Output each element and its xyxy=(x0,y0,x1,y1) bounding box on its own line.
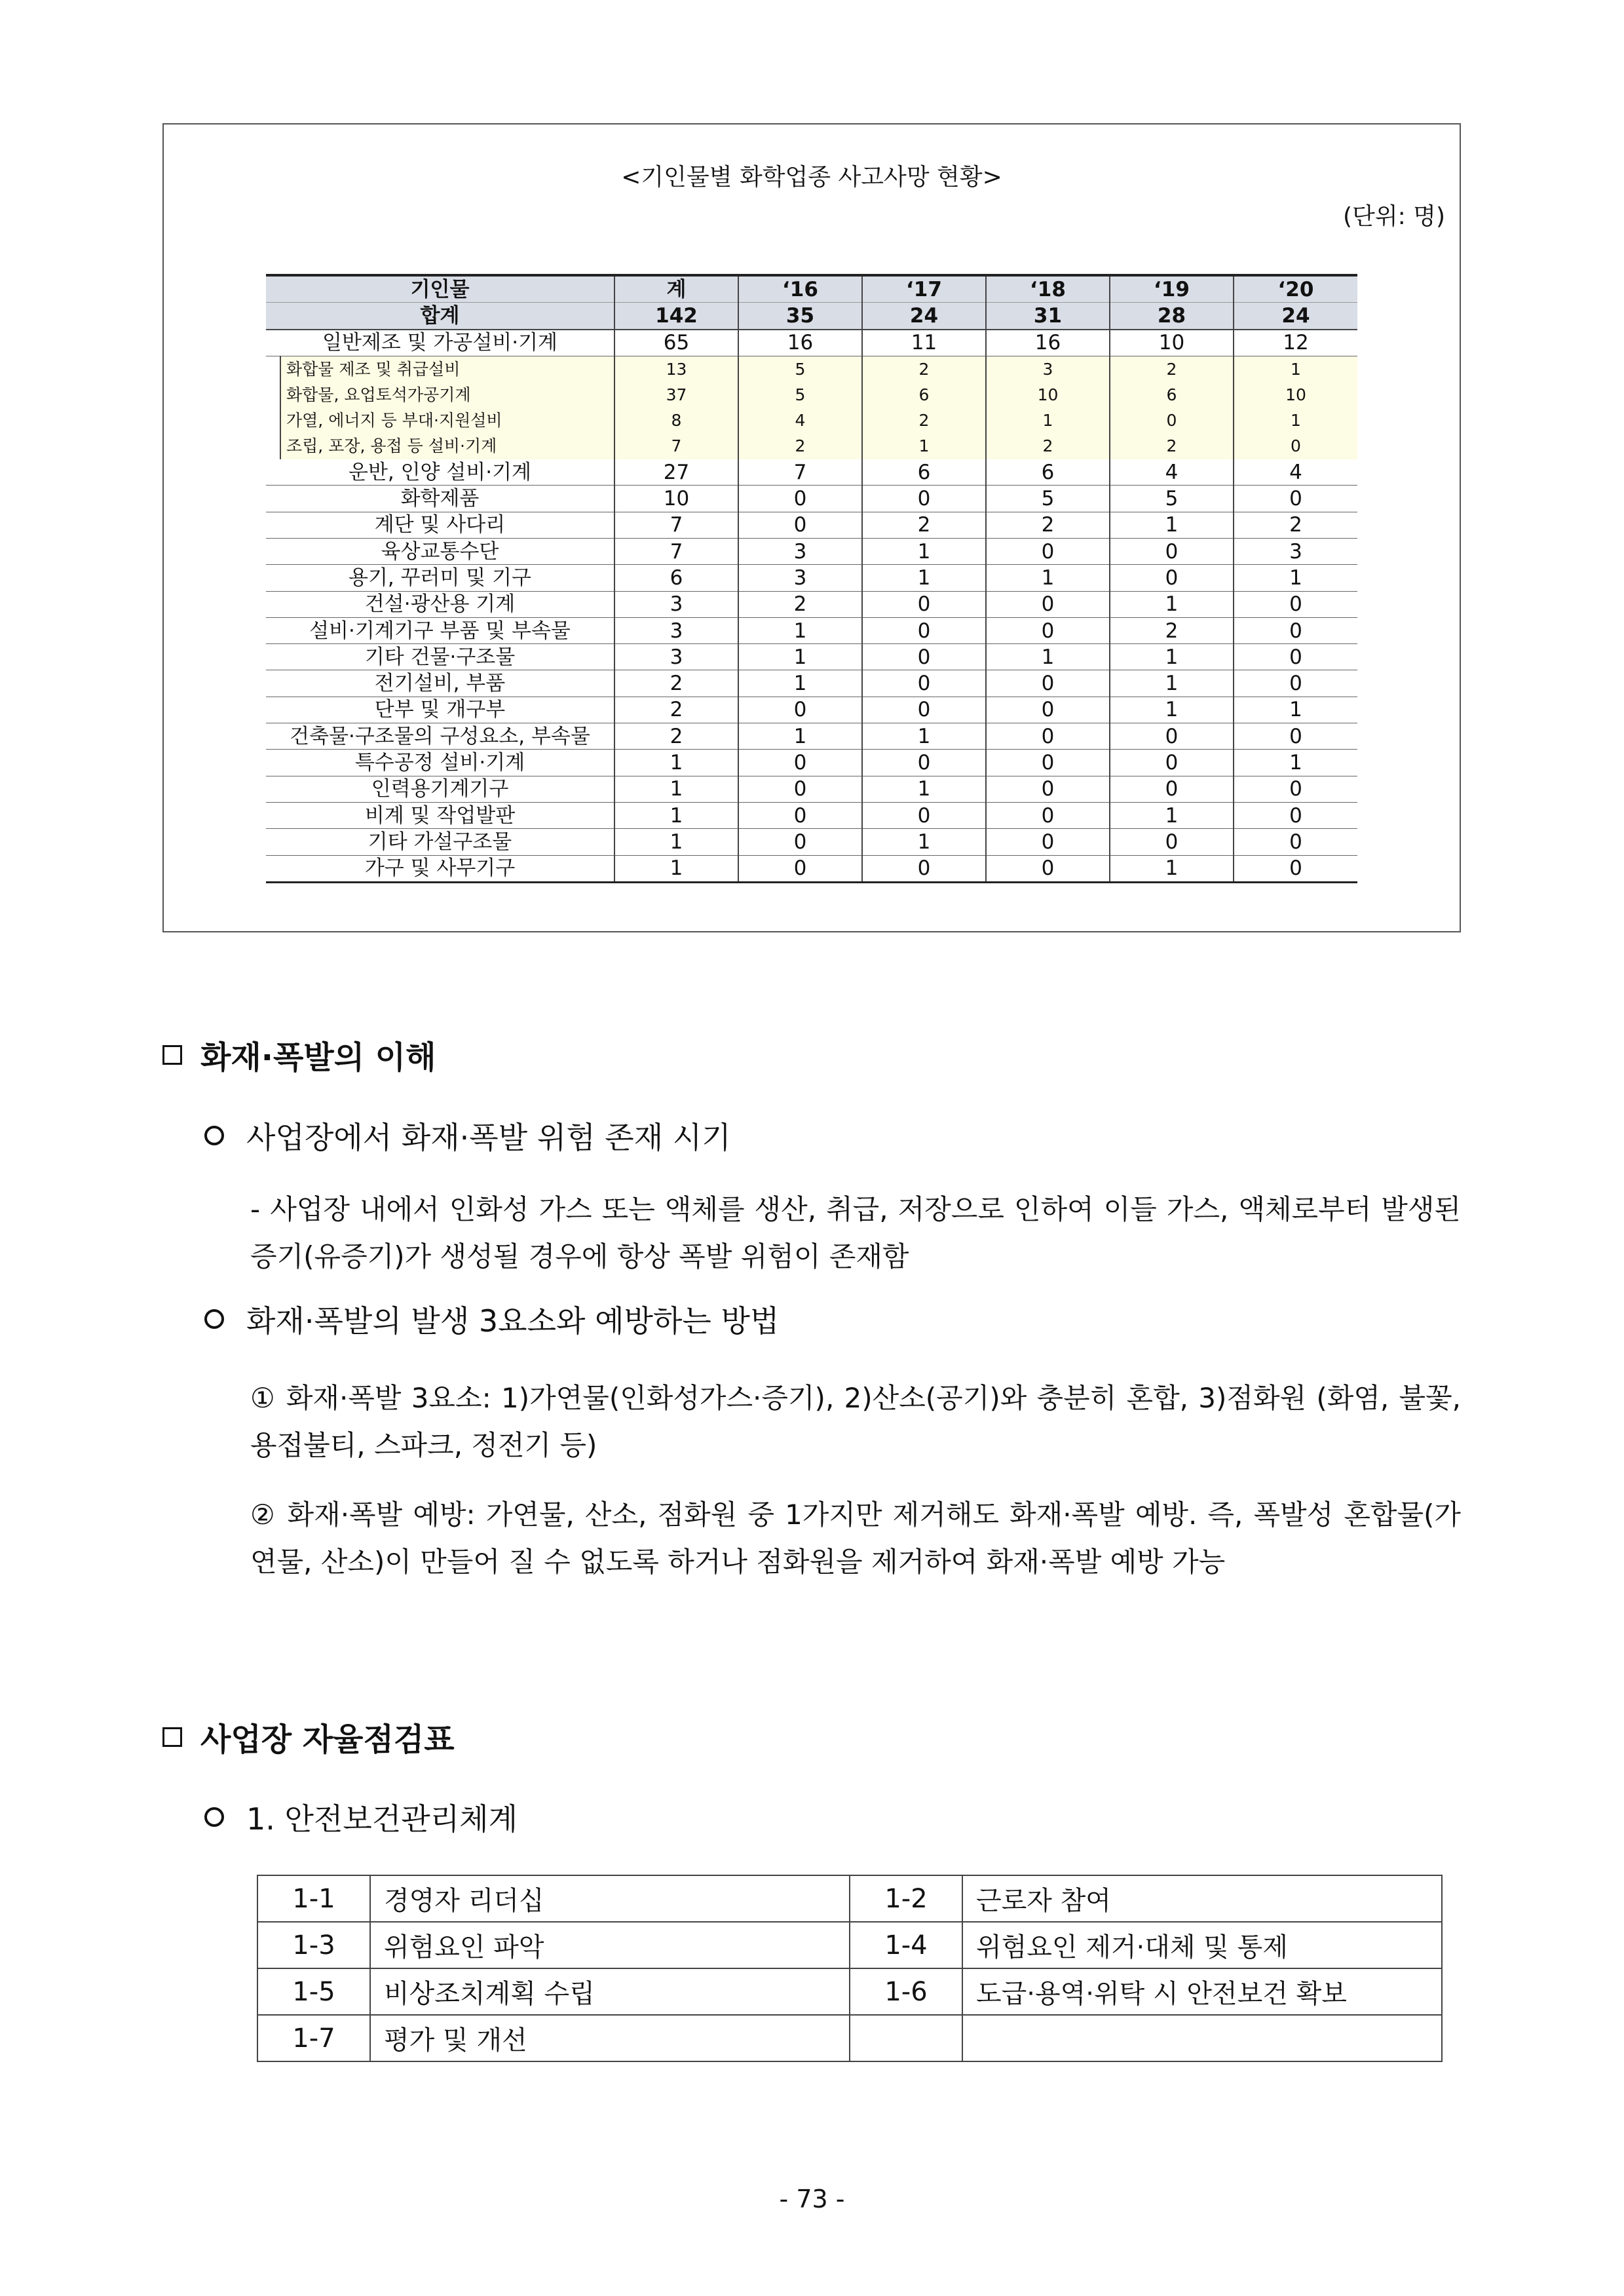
table-cell: 6 xyxy=(986,459,1110,486)
checklist-code: 1-2 xyxy=(850,1875,962,1922)
table-cell: 1 xyxy=(986,408,1110,433)
table-cell: 3 xyxy=(738,538,862,564)
table-cell: 5 xyxy=(738,356,862,382)
table-cell: 35 xyxy=(738,303,862,330)
table-cell: 2 xyxy=(614,697,738,723)
table-row xyxy=(266,802,1357,828)
checklist-item: 평가 및 개선 xyxy=(370,2015,850,2061)
table-cell: 0 xyxy=(862,644,986,670)
table-cell: 1 xyxy=(1234,750,1357,776)
table-cell: 1 xyxy=(614,829,738,855)
table-cell: 6 xyxy=(862,382,986,408)
checklist-row xyxy=(257,1922,1442,1968)
header-cell: ‘17 xyxy=(862,275,986,303)
table-row xyxy=(266,670,1357,697)
checklist-code: 1-4 xyxy=(850,1922,962,1968)
table-cell: 7 xyxy=(614,434,738,459)
risk-period-text: - 사업장 내에서 인화성 가스 또는 액체를 생산, 취급, 저장으로 인하여 이들 가스, 액체로부터 발생된 증기(유증기)가 생성될 경우에 항상 폭발 위험이 존재함 xyxy=(250,1193,1461,1272)
table-cell: 10 xyxy=(1110,330,1234,356)
table-cell: 0 xyxy=(738,802,862,828)
table-cell: 0 xyxy=(1110,565,1234,591)
table-row xyxy=(266,776,1357,802)
table-row xyxy=(266,330,1357,356)
table-cell: 2 xyxy=(862,408,986,433)
table-cell: 10 xyxy=(614,486,738,512)
table-cell: 1 xyxy=(862,829,986,855)
table-cell: 31 xyxy=(986,303,1110,330)
table-cell: 0 xyxy=(1234,644,1357,670)
table-cell: 0 xyxy=(862,486,986,512)
table-cell: 1 xyxy=(738,723,862,750)
table-cell: 0 xyxy=(862,802,986,828)
checklist-code: 1-1 xyxy=(257,1875,370,1922)
circle-bullet-icon xyxy=(204,1309,224,1329)
section-title: 사업장 자율점검표 xyxy=(200,1721,455,1758)
table-cell: 10 xyxy=(986,382,1110,408)
table-cell: 0 xyxy=(862,697,986,723)
checklist-item: 도급·용역·위탁 시 안전보건 확보 xyxy=(962,1968,1442,2015)
header-cell: ‘18 xyxy=(986,275,1110,303)
subheading-title: 1. 안전보건관리체계 xyxy=(246,1801,518,1837)
sub-category-row xyxy=(266,408,1357,433)
table-cell: 설비·기계기구 부품 및 부속물 xyxy=(266,617,614,643)
table-cell: 육상교통수단 xyxy=(266,538,614,564)
table-cell: 1 xyxy=(614,750,738,776)
table-cell: 4 xyxy=(1234,459,1357,486)
table-cell: 1 xyxy=(1110,697,1234,723)
table-cell: 6 xyxy=(1110,382,1234,408)
table-cell: 5 xyxy=(1110,486,1234,512)
header-cell: 기인물 xyxy=(266,275,614,303)
table-row xyxy=(266,723,1357,750)
section-heading-fire xyxy=(162,1032,436,1077)
table-cell: 1 xyxy=(862,723,986,750)
table-cell: 2 xyxy=(614,670,738,697)
table-cell: 0 xyxy=(986,538,1110,564)
indent-cell xyxy=(266,408,280,433)
table-cell: 27 xyxy=(614,459,738,486)
table-cell: 1 xyxy=(1234,697,1357,723)
prevention-text: ② 화재·폭발 예방: 가연물, 산소, 점화원 중 1가지만 제거해도 화재·폭발 예방. 즉, 폭발성 혼합물(가연물, 산소)이 만들어 질 수 없도록 하거나 점화원을 제거하여 화재·폭발 예방 가능 xyxy=(250,1499,1461,1578)
section-title: 화재·폭발의 이해 xyxy=(200,1039,436,1076)
table-cell: 0 xyxy=(1110,723,1234,750)
checklist-item: 경영자 리더십 xyxy=(370,1875,850,1922)
table-cell: 0 xyxy=(1234,723,1357,750)
checklist-item xyxy=(962,2015,1442,2061)
table-header-row xyxy=(266,275,1357,303)
table-cell: 1 xyxy=(614,802,738,828)
table-cell: 1 xyxy=(1234,408,1357,433)
table-cell: 5 xyxy=(986,486,1110,512)
sub-category-row xyxy=(266,434,1357,459)
table-row xyxy=(266,486,1357,512)
fatality-stats-table xyxy=(266,274,1357,883)
table-cell: 화합물 제조 및 취급설비 xyxy=(280,356,614,382)
table-cell: 0 xyxy=(986,670,1110,697)
table-cell: 0 xyxy=(986,617,1110,643)
table-cell: 24 xyxy=(1234,303,1357,330)
table-cell: 1 xyxy=(1234,356,1357,382)
table-cell: 0 xyxy=(1234,670,1357,697)
table-row xyxy=(266,538,1357,564)
table-cell: 1 xyxy=(986,565,1110,591)
table-cell: 1 xyxy=(862,434,986,459)
table-cell: 1 xyxy=(614,776,738,802)
table-cell: 0 xyxy=(1110,538,1234,564)
table-cell: 2 xyxy=(1234,512,1357,538)
table-cell: 11 xyxy=(862,330,986,356)
table-cell: 2 xyxy=(614,723,738,750)
table-cell: 28 xyxy=(1110,303,1234,330)
table-cell: 0 xyxy=(1234,617,1357,643)
table-row xyxy=(266,750,1357,776)
table-cell: 0 xyxy=(1234,776,1357,802)
table-cell: 0 xyxy=(1234,486,1357,512)
table-cell: 5 xyxy=(738,382,862,408)
table-cell: 1 xyxy=(986,644,1110,670)
subheading-title: 화재·폭발의 발생 3요소와 예방하는 방법 xyxy=(246,1303,780,1339)
table-row xyxy=(266,855,1357,882)
table-cell: 0 xyxy=(1234,591,1357,617)
table-cell: 0 xyxy=(986,802,1110,828)
table-cell: 0 xyxy=(1110,408,1234,433)
figure-box xyxy=(162,123,1461,932)
table-cell: 가구 및 사무기구 xyxy=(266,855,614,882)
circle-bullet-icon xyxy=(204,1807,224,1827)
table-cell: 16 xyxy=(738,330,862,356)
table-row xyxy=(266,459,1357,486)
table-cell: 비계 및 작업발판 xyxy=(266,802,614,828)
table-cell: 37 xyxy=(614,382,738,408)
checklist-row xyxy=(257,1968,1442,2015)
table-cell: 0 xyxy=(986,723,1110,750)
table-cell: 24 xyxy=(862,303,986,330)
table-cell: 2 xyxy=(986,434,1110,459)
table-cell: 2 xyxy=(1110,356,1234,382)
header-cell: 계 xyxy=(614,275,738,303)
table-cell: 용기, 꾸러미 및 기구 xyxy=(266,565,614,591)
table-cell: 0 xyxy=(1234,434,1357,459)
table-cell: 기타 가설구조물 xyxy=(266,829,614,855)
table-row xyxy=(266,565,1357,591)
table-cell: 16 xyxy=(986,330,1110,356)
section-heading-checklist xyxy=(162,1714,455,1759)
figure-title: <기인물별 화학업종 사고사망 현황> xyxy=(621,164,1002,191)
table-cell: 3 xyxy=(614,644,738,670)
table-cell: 142 xyxy=(614,303,738,330)
sub-category-row xyxy=(266,356,1357,382)
table-cell: 2 xyxy=(1110,434,1234,459)
checklist-code: 1-6 xyxy=(850,1968,962,2015)
table-cell: 0 xyxy=(1234,855,1357,882)
table-cell: 2 xyxy=(738,591,862,617)
table-cell: 8 xyxy=(614,408,738,433)
table-row xyxy=(266,617,1357,643)
table-cell: 1 xyxy=(738,670,862,697)
table-cell: 0 xyxy=(862,855,986,882)
table-cell: 0 xyxy=(986,829,1110,855)
checklist-code: 1-5 xyxy=(257,1968,370,2015)
table-cell: 화합물, 요업토석가공기계 xyxy=(280,382,614,408)
checklist-table xyxy=(257,1875,1443,2062)
table-cell: 0 xyxy=(738,697,862,723)
table-cell: 0 xyxy=(986,697,1110,723)
indent-cell xyxy=(266,356,280,382)
table-cell: 0 xyxy=(1110,776,1234,802)
table-cell: 계단 및 사다리 xyxy=(266,512,614,538)
table-cell: 12 xyxy=(1234,330,1357,356)
subheading-risk-period xyxy=(204,1114,731,1157)
table-row xyxy=(266,644,1357,670)
table-cell: 1 xyxy=(862,776,986,802)
sub-category-row xyxy=(266,382,1357,408)
table-row xyxy=(266,829,1357,855)
table-cell: 합계 xyxy=(266,303,614,330)
checklist-item: 비상조치계획 수립 xyxy=(370,1968,850,2015)
table-cell: 1 xyxy=(738,617,862,643)
table-cell: 10 xyxy=(1234,382,1357,408)
table-cell: 1 xyxy=(1110,855,1234,882)
table-row xyxy=(266,697,1357,723)
table-cell: 0 xyxy=(738,486,862,512)
table-cell: 1 xyxy=(1110,512,1234,538)
table-cell: 2 xyxy=(862,512,986,538)
indent-cell xyxy=(266,382,280,408)
subheading-three-elements xyxy=(204,1297,779,1341)
header-cell: ‘16 xyxy=(738,275,862,303)
table-cell: 0 xyxy=(1110,829,1234,855)
table-cell: 기타 건물·구조물 xyxy=(266,644,614,670)
table-cell: 일반제조 및 가공설비·기계 xyxy=(266,330,614,356)
checklist-code: 1-3 xyxy=(257,1922,370,1968)
table-cell: 7 xyxy=(738,459,862,486)
table-cell: 2 xyxy=(738,434,862,459)
table-cell: 3 xyxy=(986,356,1110,382)
table-cell: 4 xyxy=(1110,459,1234,486)
table-cell: 0 xyxy=(986,776,1110,802)
table-cell: 운반, 인양 설비·기계 xyxy=(266,459,614,486)
table-cell: 0 xyxy=(862,617,986,643)
table-cell: 0 xyxy=(862,670,986,697)
table-cell: 0 xyxy=(738,750,862,776)
table-cell: 0 xyxy=(1234,829,1357,855)
table-cell: 1 xyxy=(862,565,986,591)
header-cell: ‘19 xyxy=(1110,275,1234,303)
table-cell: 7 xyxy=(614,512,738,538)
checklist-code xyxy=(850,2015,962,2061)
table-cell: 0 xyxy=(738,829,862,855)
table-cell: 0 xyxy=(862,750,986,776)
three-elements-text: ① 화재·폭발 3요소: 1)가연물(인화성가스·증기), 2)산소(공기)와 충분히 혼합, 3)점화원 (화염, 불꽃, 용접불티, 스파크, 정전기 등) xyxy=(250,1382,1461,1461)
table-cell: 6 xyxy=(862,459,986,486)
table-cell: 13 xyxy=(614,356,738,382)
table-cell: 0 xyxy=(1110,750,1234,776)
table-cell: 0 xyxy=(1234,802,1357,828)
table-cell: 건축물·구조물의 구성요소, 부속물 xyxy=(266,723,614,750)
table-cell: 7 xyxy=(614,538,738,564)
table-cell: 2 xyxy=(862,356,986,382)
checklist-item: 위험요인 제거·대체 및 통제 xyxy=(962,1922,1442,1968)
square-bullet-icon xyxy=(162,1045,182,1065)
table-cell: 0 xyxy=(986,750,1110,776)
table-cell: 특수공정 설비·기계 xyxy=(266,750,614,776)
subheading-title: 사업장에서 화재·폭발 위험 존재 시기 xyxy=(246,1120,731,1155)
checklist-item: 근로자 참여 xyxy=(962,1875,1442,1922)
table-cell: 0 xyxy=(738,855,862,882)
table-cell: 전기설비, 부품 xyxy=(266,670,614,697)
table-cell: 조립, 포장, 용접 등 설비·기계 xyxy=(280,434,614,459)
table-cell: 1 xyxy=(1110,670,1234,697)
table-cell: 단부 및 개구부 xyxy=(266,697,614,723)
checklist-row xyxy=(257,2015,1442,2061)
checklist-code: 1-7 xyxy=(257,2015,370,2061)
table-cell: 1 xyxy=(1110,802,1234,828)
table-cell: 3 xyxy=(738,565,862,591)
table-cell: 화학제품 xyxy=(266,486,614,512)
table-cell: 가열, 에너지 등 부대·지원설비 xyxy=(280,408,614,433)
checklist-item: 위험요인 파악 xyxy=(370,1922,850,1968)
table-cell: 1 xyxy=(1234,565,1357,591)
table-cell: 0 xyxy=(738,512,862,538)
page-number: - 73 - xyxy=(779,2185,845,2213)
table-cell: 4 xyxy=(738,408,862,433)
table-cell: 2 xyxy=(1110,617,1234,643)
table-cell: 0 xyxy=(738,776,862,802)
table-cell: 0 xyxy=(862,591,986,617)
table-cell: 1 xyxy=(1110,644,1234,670)
table-cell: 65 xyxy=(614,330,738,356)
table-cell: 1 xyxy=(862,538,986,564)
table-cell: 3 xyxy=(614,591,738,617)
square-bullet-icon xyxy=(162,1727,182,1747)
table-cell: 0 xyxy=(986,591,1110,617)
table-cell: 6 xyxy=(614,565,738,591)
table-cell: 2 xyxy=(986,512,1110,538)
table-cell: 1 xyxy=(614,855,738,882)
table-cell: 건설·광산용 기계 xyxy=(266,591,614,617)
table-cell: 1 xyxy=(738,644,862,670)
table-row xyxy=(266,512,1357,538)
subheading-safety-system xyxy=(204,1795,518,1839)
checklist-row xyxy=(257,1875,1442,1922)
total-row xyxy=(266,303,1357,330)
table-cell: 1 xyxy=(1110,591,1234,617)
table-row xyxy=(266,591,1357,617)
table-cell: 0 xyxy=(986,855,1110,882)
table-cell: 3 xyxy=(614,617,738,643)
indent-cell xyxy=(266,434,280,459)
circle-bullet-icon xyxy=(204,1126,224,1145)
table-cell: 인력용기계기구 xyxy=(266,776,614,802)
figure-unit: (단위: 명) xyxy=(1343,203,1445,230)
table-cell: 3 xyxy=(1234,538,1357,564)
header-cell: ‘20 xyxy=(1234,275,1357,303)
